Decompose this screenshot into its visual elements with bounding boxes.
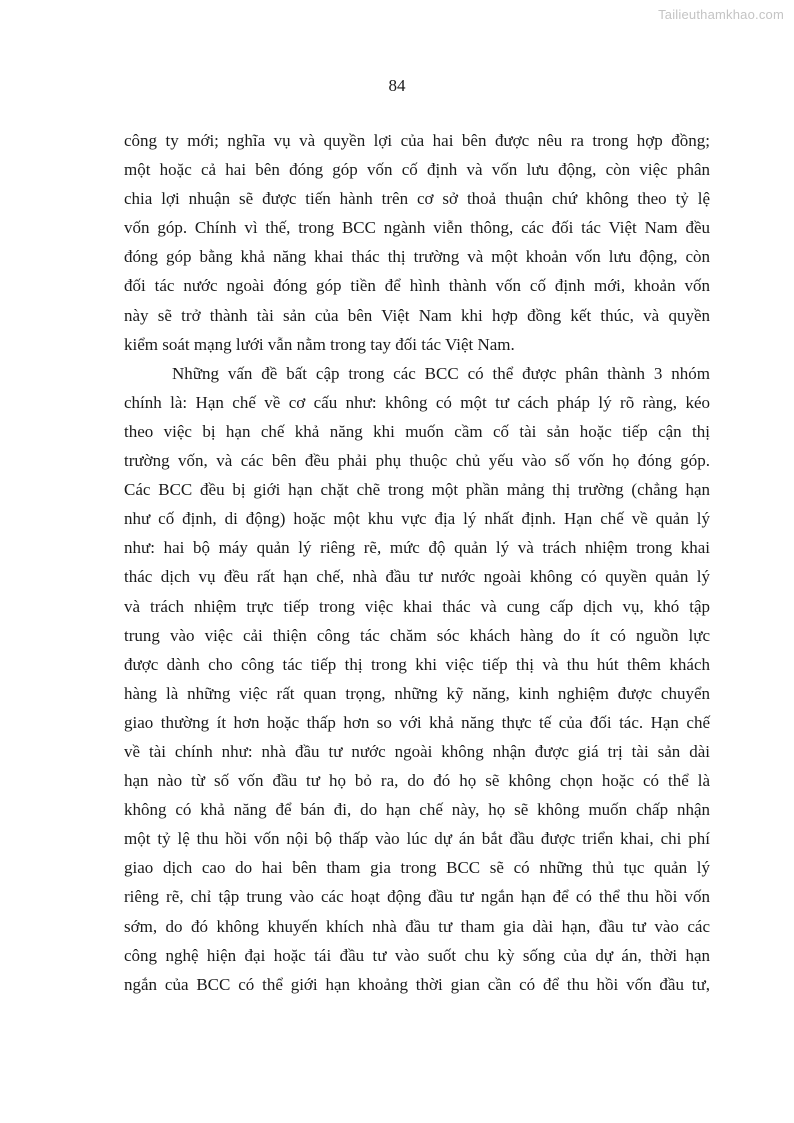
text-line: này sẽ trở thành tài sản của bên Việt Nam khi hợp đồng kết thúc, và quyền	[124, 305, 710, 325]
text-line: một hoặc cả hai bên đóng góp vốn cố định và vốn lưu động, còn việc phân	[124, 160, 710, 180]
text-line: chia lợi nhuận sẽ được tiến hành trên cơ sở thoả thuận chứ không theo tỷ lệ	[124, 189, 710, 209]
text-line: vốn góp. Chính vì thế, trong BCC ngành viễn thông, các đối tác Việt Nam đều	[124, 218, 710, 238]
text-line: trường vốn, và các bên đều phải phụ thuộc chủ yếu vào số vốn họ đóng góp.	[124, 451, 710, 471]
page-number: 84	[388, 76, 406, 95]
text-line: công ty mới; nghĩa vụ và quyền lợi của hai bên được nêu ra trong hợp đồng;	[124, 131, 710, 150]
text-line: hàng là những việc rất quan trọng, những kỹ năng, kinh nghiệm được chuyển	[124, 683, 710, 703]
text-line: công nghệ hiện đại hoặc tái đầu tư vào suốt chu kỳ sống của dự án, thời hạn	[124, 945, 710, 965]
body-text	[124, 126, 710, 999]
text-line: ngắn của BCC có thể giới hạn khoảng thời gian cần có để thu hồi vốn đầu tư,	[124, 974, 710, 994]
text-line: riêng rẽ, chỉ tập trung vào các hoạt động đầu tư ngắn hạn để có thể thu hồi vốn	[124, 887, 710, 907]
text-line: trung vào việc cải thiện công tác chăm sóc khách hàng do ít có nguồn lực	[124, 625, 710, 645]
paragraph-1	[124, 126, 710, 359]
paragraph-2	[124, 359, 710, 999]
text-line: như cố định, di động) hoặc một khu vực địa lý nhất định. Hạn chế về quản lý	[124, 509, 710, 529]
text-line: một tỷ lệ thu hồi vốn nội bộ thấp vào lúc dự án bắt đầu được triển khai, chi phí	[124, 829, 710, 849]
text-line: giao thường ít hơn hoặc thấp hơn so với khả năng thực tế của đối tác. Hạn chế	[124, 712, 710, 732]
text-line: đóng góp bằng khả năng khai thác thị trường và một khoản vốn lưu động, còn	[124, 247, 710, 267]
text-line: Những vấn đề bất cập trong các BCC có thể được phân thành 3 nhóm	[172, 363, 710, 383]
text-line: chính là: Hạn chế về cơ cấu như: không có một tư cách pháp lý rõ ràng, kéo	[124, 392, 710, 412]
text-line: được dành cho công tác tiếp thị trong khi việc tiếp thị và thu hút thêm khách	[124, 654, 710, 674]
text-line: thác dịch vụ đều rất hạn chế, nhà đầu tư nước ngoài không có quyền quản lý	[124, 567, 710, 587]
text-line: không có khả năng để bán đi, do hạn chế này, họ sẽ không muốn chấp nhận	[124, 800, 710, 820]
text-line: về tài chính như: nhà đầu tư nước ngoài không nhận được giá trị tài sản dài	[124, 741, 710, 761]
text-line: như: hai bộ máy quản lý riêng rẽ, mức độ quản lý và trách nhiệm trong khai	[124, 538, 710, 558]
text-line: kiểm soát mạng lưới vẫn nằm trong tay đối tác Việt Nam.	[124, 334, 515, 354]
text-line: Các BCC đều bị giới hạn chặt chẽ trong một phần mảng thị trường (chẳng hạn	[124, 480, 710, 500]
text-line: theo việc bị hạn chế khả năng khi muốn cầm cố tài sản hoặc tiếp cận thị	[124, 421, 710, 441]
text-line: đối tác nước ngoài đóng góp tiền để hình thành vốn cố định mới, khoản vốn	[124, 276, 710, 296]
text-line: sớm, do đó không khuyến khích nhà đầu tư tham gia dài hạn, đầu tư vào các	[124, 916, 710, 936]
text-line: và trách nhiệm trực tiếp trong việc khai thác và cung cấp dịch vụ, khó tập	[124, 596, 710, 616]
text-line: giao dịch cao do hai bên tham gia trong BCC sẽ có những thủ tục quản lý	[124, 858, 710, 878]
text-line: hạn nào từ số vốn đầu tư họ bỏ ra, do đó họ sẽ không chọn hoặc có thể là	[124, 771, 710, 791]
watermark: Tailieuthamkhao.com	[658, 7, 784, 22]
